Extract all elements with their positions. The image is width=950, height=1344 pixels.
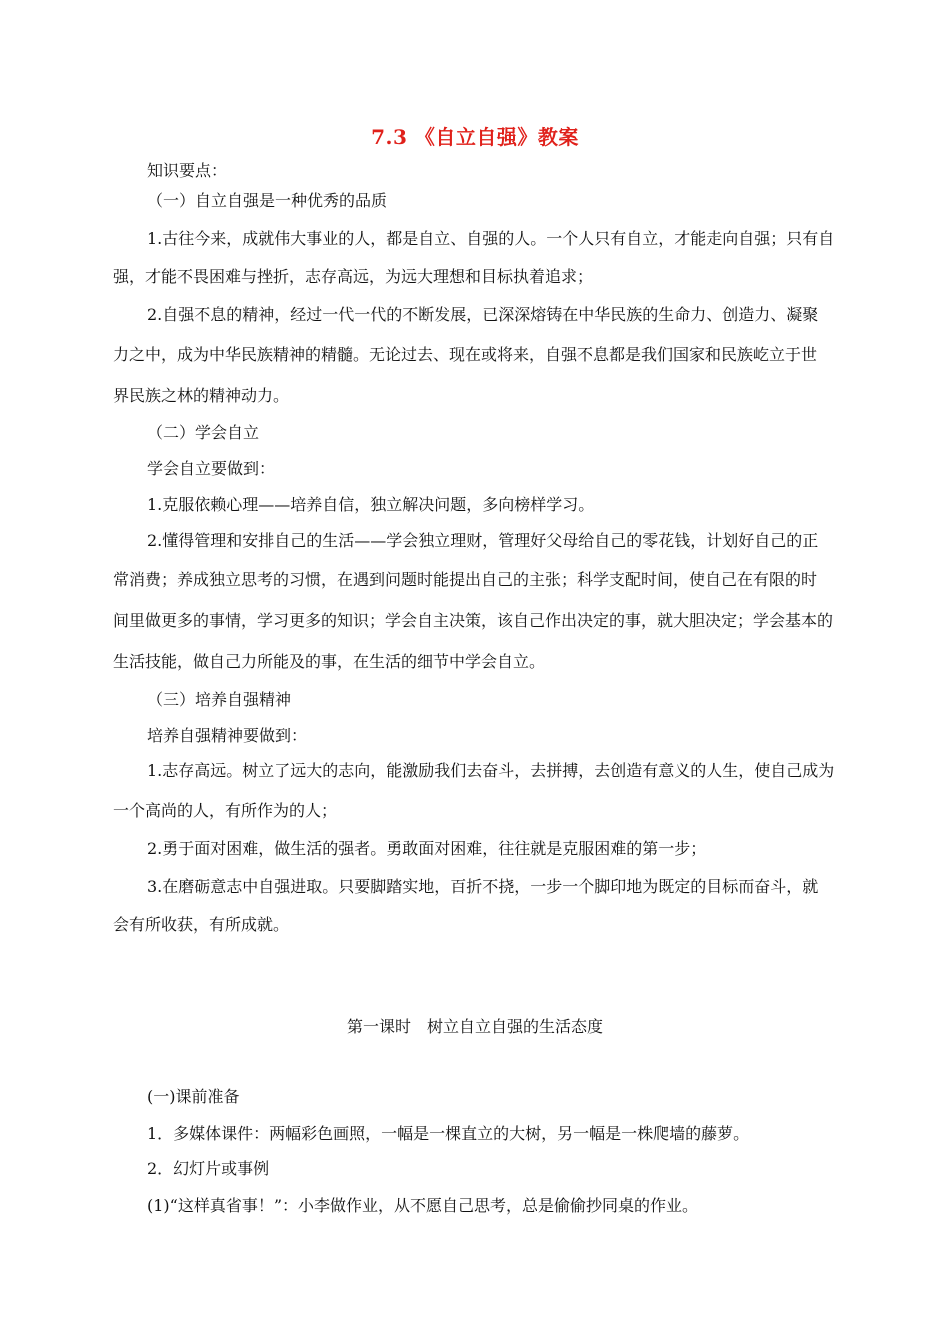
subsection-heading: （三）培养自强精神: [147, 690, 292, 709]
paragraph-line: 强，才能不畏困难与挫折，志存高远，为远大理想和目标执着追求；: [113, 267, 594, 286]
paragraph-line: 1.古往今来，成就伟大事业的人，都是自立、自强的人。一个人只有自立，才能走向自强；只有自: [147, 229, 835, 248]
paragraph-line: 培养自强精神要做到：: [147, 726, 308, 745]
subsection-heading: （一）自立自强是一种优秀的品质: [147, 191, 388, 210]
paragraph-line: 常消费；养成独立思考的习惯，在遇到问题时能提出自己的主张；科学支配时间，使自己在有限的时: [113, 570, 818, 589]
paragraph-line: 2．幻灯片或事例: [147, 1159, 270, 1178]
document-title: 7.3 《自立自强》教案: [371, 125, 579, 149]
subsection-heading: （二）学会自立: [147, 423, 260, 442]
paragraph-line: 1.志存高远。树立了远大的志向，能激励我们去奋斗，去拼搏，去创造有意义的人生，使自己成为: [147, 761, 835, 780]
section-heading: 知识要点：: [147, 161, 228, 180]
paragraph-line: 2.自强不息的精神，经过一代一代的不断发展，已深深熔铸在中华民族的生命力、创造力、凝聚: [147, 305, 819, 324]
lesson-heading: 第一课时 树立自立自强的生活态度: [346, 1017, 603, 1036]
paragraph-line: 生活技能，做自己力所能及的事，在生活的细节中学会自立。: [113, 652, 546, 671]
paragraph-line: 1．多媒体课件：两幅彩色画照，一幅是一棵直立的大树，另一幅是一株爬墙的藤萝。: [147, 1124, 750, 1143]
paragraph-line: 一个高尚的人，有所作为的人；: [113, 801, 338, 820]
subsection-heading: (一)课前准备: [147, 1087, 240, 1106]
paragraph-line: (1)“这样真省事！”：小李做作业，从不愿自己思考，总是偷偷抄同桌的作业。: [147, 1196, 699, 1215]
paragraph-line: 界民族之林的精神动力。: [113, 386, 290, 405]
paragraph-line: 2.勇于面对困难，做生活的强者。勇敢面对困难，往往就是克服困难的第一步；: [147, 839, 707, 858]
paragraph-line: 力之中，成为中华民族精神的精髓。无论过去、现在或将来，自强不息都是我们国家和民族屹立于世: [113, 345, 818, 364]
paragraph-line: 学会自立要做到：: [147, 459, 276, 478]
paragraph-line: 会有所收获，有所成就。: [113, 915, 290, 934]
paragraph-line: 2.懂得管理和安排自己的生活——学会独立理财，管理好父母给自己的零花钱，计划好自己的正: [147, 531, 819, 550]
paragraph-line: 间里做更多的事情，学习更多的知识；学会自主决策，该自己作出决定的事，就大胆决定；学会基本的: [113, 611, 834, 630]
paragraph-line: 1.克服依赖心理——培养自信，独立解决问题，多向榜样学习。: [147, 495, 595, 514]
paragraph-line: 3.在磨砺意志中自强进取。只要脚踏实地，百折不挠，一步一个脚印地为既定的目标而奋斗，就: [147, 877, 819, 896]
